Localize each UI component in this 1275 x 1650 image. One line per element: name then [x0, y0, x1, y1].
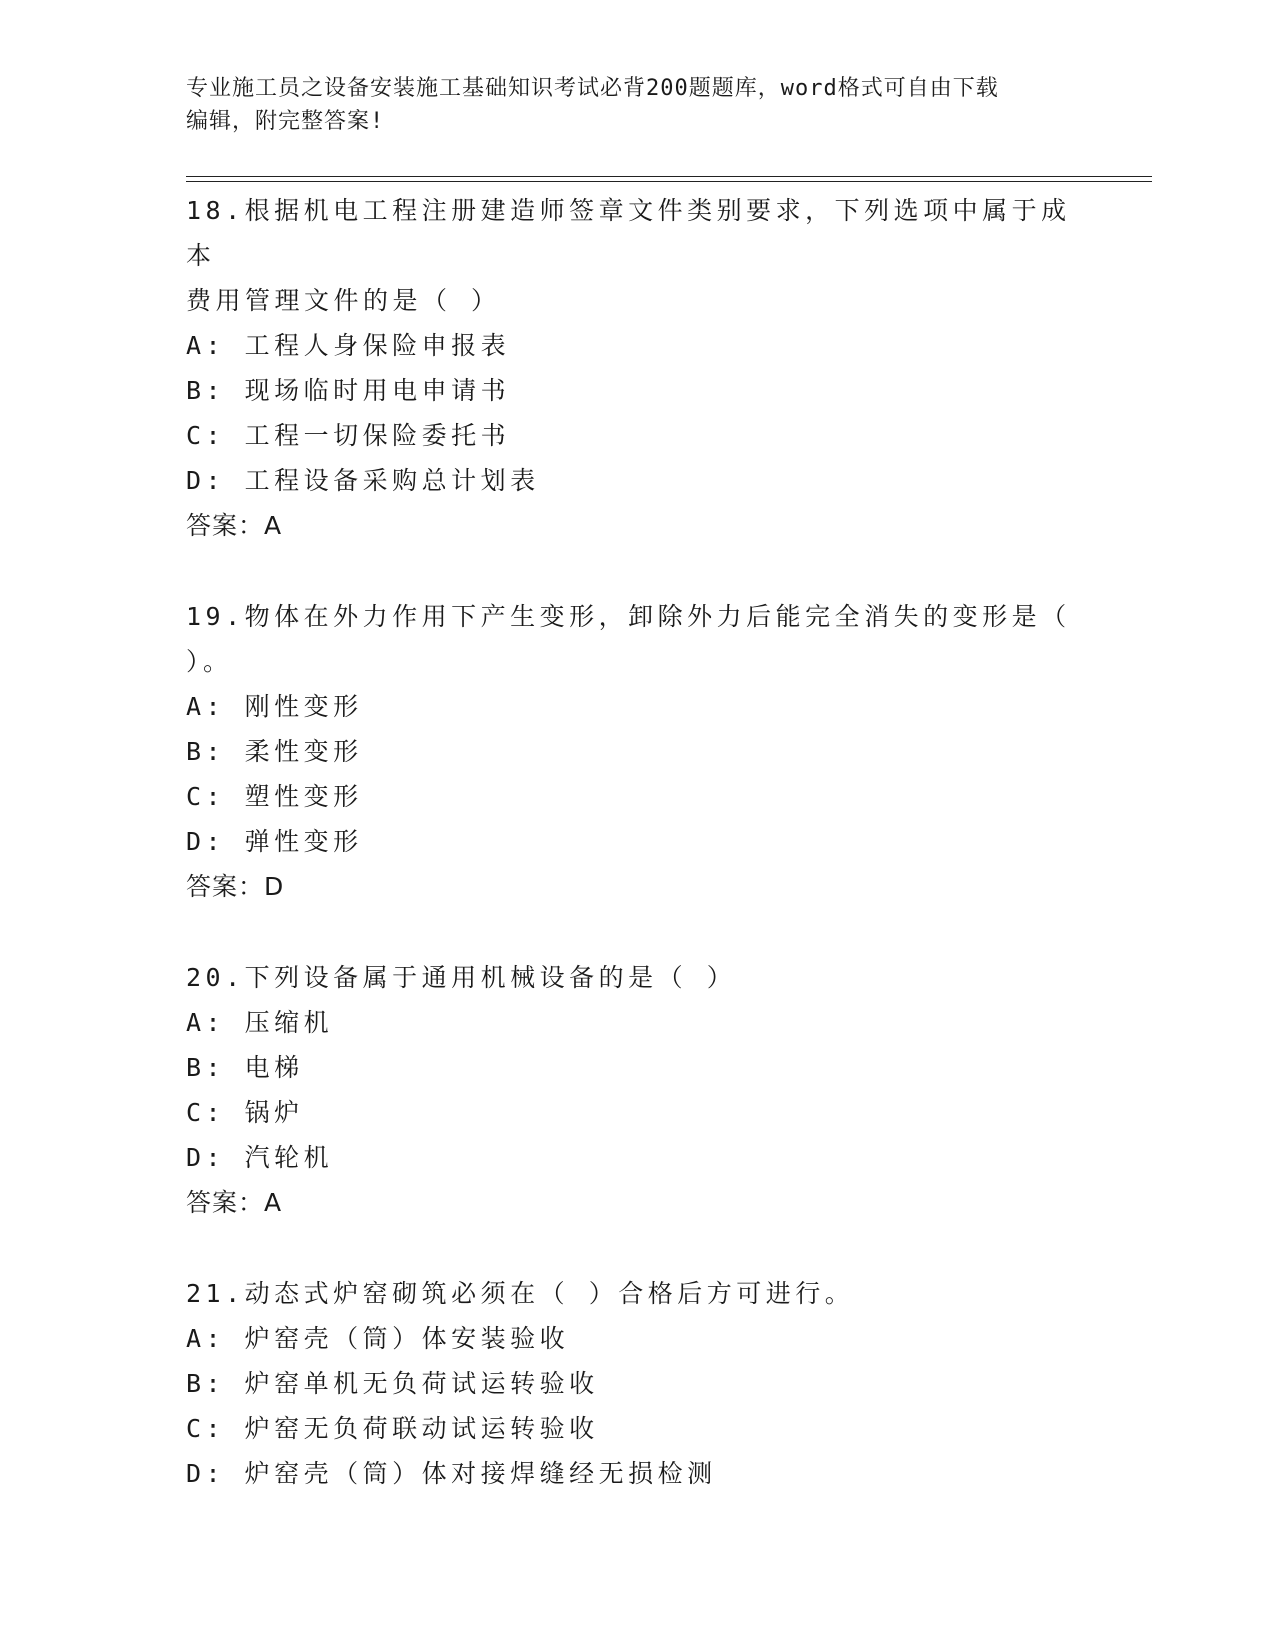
question-20	[186, 955, 1086, 1225]
question-text-line: ）。	[186, 647, 233, 676]
option-d: D: 炉窑壳（筒）体对接焊缝经无损检测	[186, 1459, 717, 1488]
answer: 答案：A	[186, 511, 283, 540]
header-line-1: 专业施工员之设备安装施工基础知识考试必背200题题库，word格式可自由下载	[186, 76, 999, 101]
option-c: C: 锅炉	[186, 1098, 304, 1127]
header-divider-bottom	[186, 181, 1152, 182]
answer: 答案：D	[186, 872, 285, 901]
option-c: C: 塑性变形	[186, 782, 363, 811]
option-b: B: 电梯	[186, 1053, 304, 1082]
option-d: D: 弹性变形	[186, 827, 363, 856]
question-text-line: 费用管理文件的是（ ）	[186, 286, 501, 315]
option-a: A: 压缩机	[186, 1008, 334, 1037]
option-b: B: 炉窑单机无负荷试运转验收	[186, 1369, 599, 1398]
option-d: D: 工程设备采购总计划表	[186, 466, 540, 495]
answer: 答案：A	[186, 1188, 283, 1217]
question-21	[186, 1271, 1086, 1496]
header-line-2: 编辑，附完整答案!	[186, 109, 385, 134]
question-text-line: 19.物体在外力作用下产生变形，卸除外力后能完全消失的变形是（	[186, 602, 1071, 631]
option-d: D: 汽轮机	[186, 1143, 334, 1172]
question-text-line: 18.根据机电工程注册建造师签章文件类别要求，下列选项中属于成本	[186, 196, 1071, 270]
question-18	[186, 188, 1086, 548]
question-text-line: 21.动态式炉窑砌筑必须在（ ）合格后方可进行。	[186, 1279, 855, 1308]
option-c: C: 炉窑无负荷联动试运转验收	[186, 1414, 599, 1443]
option-a: A: 刚性变形	[186, 692, 363, 721]
document-header	[186, 72, 1086, 138]
question-text-line: 20.下列设备属于通用机械设备的是（ ）	[186, 963, 737, 992]
question-19	[186, 594, 1086, 909]
question-list	[186, 188, 1086, 1542]
option-c: C: 工程一切保险委托书	[186, 421, 511, 450]
option-a: A: 炉窑壳（筒）体安装验收	[186, 1324, 570, 1353]
option-a: A: 工程人身保险申报表	[186, 331, 511, 360]
option-b: B: 现场临时用电申请书	[186, 376, 511, 405]
header-divider-top	[186, 176, 1152, 177]
option-b: B: 柔性变形	[186, 737, 363, 766]
